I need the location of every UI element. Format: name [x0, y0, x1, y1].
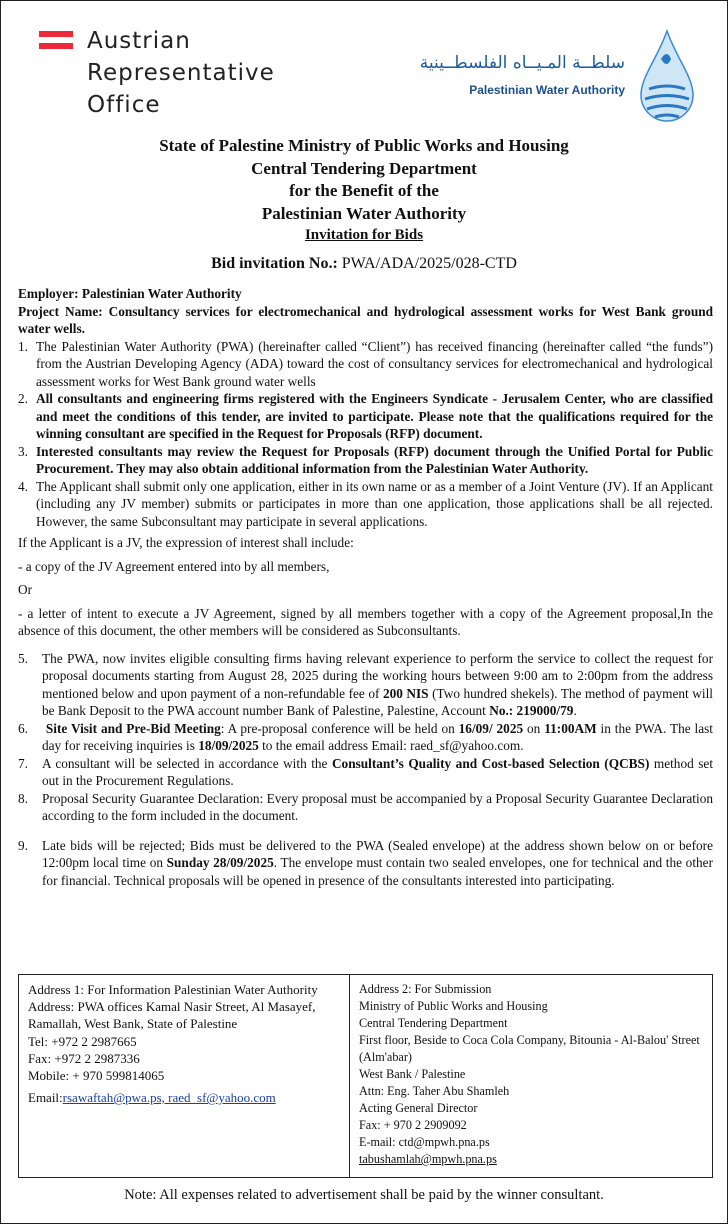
item-number: 8. [18, 790, 28, 806]
list-item [18, 837, 713, 890]
item-text-part: on [523, 720, 545, 736]
aro-line: Office [87, 92, 161, 118]
fee-amount: 200 NIS [382, 685, 429, 701]
item-text [42, 755, 713, 790]
bid-label: Bid invitation No.: [211, 255, 338, 272]
list-item [18, 443, 713, 478]
address-2-cell [350, 975, 712, 1177]
item-text: Interested consultants may review the Request for Proposals (RFP) document through the Unified Portal for Public Procurement. They may also obtain additional information from the Palestinian Water Authority. [36, 443, 713, 476]
bid-value: PWA/ADA/2025/028-CTD [341, 255, 517, 272]
employer-line: Employer: Palestinian Water Authority [18, 286, 242, 301]
tender-body [18, 285, 713, 889]
item-text-part: . The envelope must contain two sealed envelopes, one for technical and the other for financial. Technical proposals will be opened in presence of the consultants interested into participating. [42, 855, 714, 888]
item-text-part: in the PWA. The last day for receiving inquiries is [42, 720, 713, 753]
aro-line: Austrian [87, 28, 191, 54]
item-number: 3. [18, 443, 28, 459]
address-2-line: Central Tendering Department [359, 1016, 508, 1030]
list-item [18, 390, 713, 443]
title-ministry: State of Palestine Ministry of Public Works and Housing [159, 136, 569, 155]
address-1-tel: Tel: +972 2 2987665 [28, 1033, 137, 1049]
aro-line: Representative [87, 60, 275, 86]
item-text [42, 650, 713, 720]
list-item [18, 478, 713, 531]
jv-option-b: - a letter of intent to execute a JV Agreement, signed by all members together with a copy of the Agreement proposal,In the absence of this document, the other members will be considered as Subconsultants. [18, 605, 713, 638]
item-number: 6. [18, 720, 28, 736]
list-item [18, 720, 713, 755]
austria-flag-icon [39, 31, 73, 49]
item-text: The Applicant shall submit only one application, either in its own name or as a member of a Joint Venture (JV). If an Applicant (including any JV member) submits or participates in more than one application, those applications shall be all rejected. However, the same Subconsultant may participate in several applications. [36, 478, 713, 529]
address-1-cell [19, 975, 350, 1177]
item-text: All consultants and engineering firms registered with the Engineers Syndicate - Jerusalem Center, who are classified and meet the conditions of this tender, are invited to participate. Please note that the qualifications required for the winning consultant are specified in the Request for Proposals (RFP) document. [36, 391, 713, 441]
footer-note: Note: All expenses related to advertisement shall be paid by the winner consultant. [124, 1187, 604, 1203]
account-number: No.: 219000/79 [489, 703, 574, 718]
address-1-street: Address: PWA offices Kamal Nasir Street, Al Masayef, Ramallah, West Bank, State of Palestine [28, 999, 316, 1032]
inquiry-deadline: 18/09/2025 [198, 738, 259, 753]
item-number: 5. [18, 650, 28, 666]
email-link[interactable]: rsawaftah@pwa.ps, raed_sf@yahoo.com [62, 1090, 276, 1106]
submission-deadline: Sunday 28/09/2025 [166, 855, 274, 870]
address-table [18, 974, 713, 1178]
address-2-line: Ministry of Public Works and Housing [359, 999, 548, 1013]
list-item [18, 338, 713, 391]
item-text-part: The PWA, now invites eligible consulting firms having relevant experience to perform the service to collect the request for proposal documents starting from August 28, 2025 during the working hours between 9:00 am to 2:00pm from the address mentioned below and upon payment of a non-refundable fee of [42, 650, 713, 701]
address-2-line: West Bank / Palestine [359, 1067, 466, 1081]
item-text [42, 837, 713, 890]
jv-or: Or [18, 582, 33, 597]
item-text-part: . [573, 703, 577, 718]
bid-invitation-number [1, 253, 727, 275]
selection-method: Consultant’s Quality and Cost-based Selection (QCBS) [331, 755, 650, 771]
item-text-part: (Two hundred shekels). The method of payment will be Bank Deposit to the PWA account number Bank of Palestine, Palestine, Account [42, 685, 713, 718]
item-number: 7. [18, 755, 28, 771]
list-item [18, 790, 713, 825]
address-2-email-link[interactable]: tabushamlah@mpwh.pna.ps [359, 1152, 497, 1166]
item-number: 1. [18, 338, 28, 354]
address-2-line: Address 2: For Submission [359, 982, 492, 996]
title-benefit: for the Benefit of the [289, 181, 439, 200]
address-2-line: First floor, Beside to Coca Cola Company, Bitounia - Al-Balou' Street (Alm'abar) [359, 1033, 700, 1064]
item-text-part: method set out in the Procurement Regulations. [42, 755, 714, 788]
address-1-mobile: Mobile: + 970 599814065 [28, 1068, 165, 1084]
list-item [18, 650, 713, 720]
item-number: 9. [18, 837, 28, 853]
jv-intro: If the Applicant is a JV, the expression of interest shall include: [18, 535, 354, 550]
pwa-english-name: Palestinian Water Authority [469, 83, 625, 97]
item-text-part: A consultant will be selected in accordance with the [42, 755, 332, 771]
item-number: 4. [18, 478, 28, 494]
item-number: 2. [18, 391, 28, 406]
project-line: Project Name: Consultancy services for electromechanical and hydrological assessment works for West Bank ground water wells. [18, 303, 713, 336]
item-text: Proposal Security Guarantee Declaration: Every proposal must be accompanied by a Proposal Security Guarantee Declaration according to the form included in the document. [42, 790, 713, 823]
site-visit-label: Site Visit and Pre-Bid Meeting [45, 720, 221, 736]
title-department: Central Tendering Department [251, 158, 477, 178]
aro-logo-text [87, 25, 275, 121]
pwa-logo [419, 29, 713, 124]
item-text-part: : A pre-proposal conference will be held on [220, 720, 459, 736]
item-text-part: Late bids will be rejected; Bids must be delivered to the PWA (Sealed envelope) at the address shown below on or before 12:00pm local time on [42, 837, 713, 870]
meeting-time: 11:00AM [544, 720, 597, 736]
pwa-arabic-name: سلطــة المـيــاه الفلسطــينية [419, 53, 625, 73]
item-text: The Palestinian Water Authority (PWA) (hereinafter called “Client”) has received financing (hereinafter called “the funds”) from the Austrian Developing Agency (ADA) toward the cost of consultancy services for electromechanical and hydrological assessment works for West Bank ground water wells [36, 338, 713, 389]
invitation-heading: Invitation for Bids [304, 227, 424, 243]
address-1-email [28, 1089, 340, 1106]
meeting-date: 16/09/ 2025 [458, 720, 524, 736]
title-authority: Palestinian Water Authority [261, 203, 467, 223]
water-drop-icon [635, 29, 699, 124]
title-block [1, 135, 727, 275]
address-1-heading: Address 1: For Information Palestinian Water Authority [28, 982, 318, 997]
address-2-line: Fax: + 970 2 2909092 [359, 1118, 467, 1132]
item-text [42, 720, 713, 755]
item-text-part: to the email address Email: raed_sf@yahoo.com. [258, 738, 524, 753]
address-2-line: E-mail: ctd@mpwh.pna.ps [359, 1135, 490, 1149]
address-1-fax: Fax: +972 2 2987336 [28, 1050, 140, 1066]
list-item [18, 755, 713, 790]
header [1, 1, 727, 129]
email-label: Email: [28, 1090, 63, 1106]
jv-option-a: - a copy of the JV Agreement entered into by all members, [18, 558, 330, 574]
address-2-line: Attn: Eng. Taher Abu Shamleh [359, 1084, 510, 1098]
address-2-line: Acting General Director [359, 1101, 478, 1115]
